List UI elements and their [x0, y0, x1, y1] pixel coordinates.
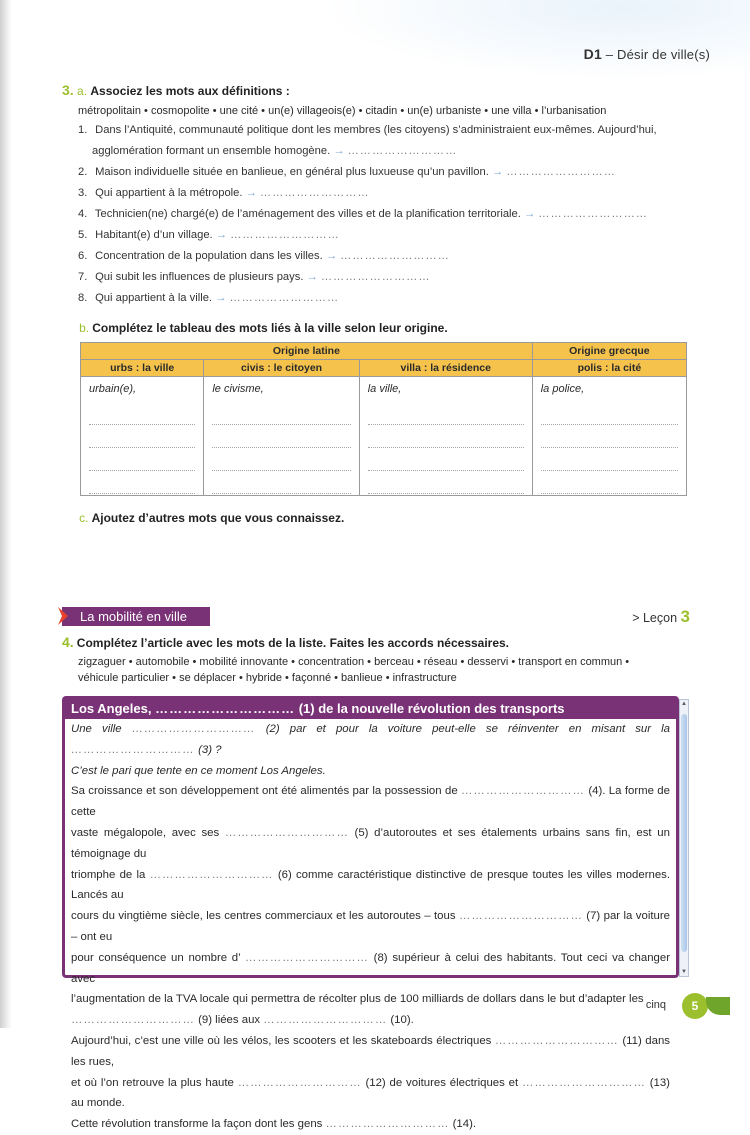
answer-blank[interactable]: ………………………… [71, 743, 195, 756]
column-polis: polis : la cité [532, 360, 686, 377]
answer-blank[interactable]: ………………………… [237, 1076, 362, 1089]
article-line: Cette révolution transforme la façon dont les gens ………………………… (14). [71, 1118, 477, 1131]
article-scrollbar[interactable] [679, 699, 689, 977]
page-number: 5 [682, 993, 708, 1019]
instruction: Complétez l’article avec les mots de la liste. Faites les accords nécessaires. [76, 636, 510, 650]
definition-item: 4. Technicien(ne) chargé(e) de l’aménagement des villes et de la planification territoriale. → ……………………… [78, 208, 648, 220]
exercise-4 [62, 632, 692, 686]
page-binding-shadow [0, 0, 12, 1028]
article-body [65, 719, 676, 1135]
article-line: Une ville ………………………… (2) par et pour la voiture peut-elle se réinventer en misant sur la ………………………… (3) ? [71, 723, 670, 756]
sub-letter: c. [79, 511, 89, 525]
answer-blank[interactable]: ……………………… [320, 271, 431, 283]
answer-blank[interactable]: ………………………… [458, 910, 583, 923]
definition-list [78, 120, 692, 309]
exercise-number: 4. [62, 634, 74, 650]
page-footer [610, 993, 730, 1019]
arrow-icon: → [306, 271, 318, 283]
page-header [584, 46, 710, 62]
exercise-number: 3. [62, 82, 74, 98]
article-line: et où l’on retrouve la plus haute ………………………… (12) de voitures électriques et ………………………… (13) au monde. [71, 1076, 670, 1110]
definition-item: 5. Habitant(e) d’un village. → ……………………… [78, 229, 340, 241]
answer-blank[interactable]: ………………………… [155, 701, 296, 716]
article-line: cours du vingtième siècle, les centres commerciaux et les autoroutes – tous ………………………… (7) par la voiture – ont eu [71, 910, 670, 943]
answer-blank[interactable]: ………………………… [149, 868, 274, 881]
table-cell-urbs[interactable] [81, 377, 204, 496]
page-word: cinq [645, 999, 666, 1011]
table-cell-polis[interactable] [532, 377, 686, 496]
arrow-icon: → [491, 166, 504, 178]
exercise-3a [62, 80, 692, 309]
example-word: la police, [540, 383, 585, 395]
answer-blank[interactable]: ……………………… [230, 229, 340, 241]
word-list: zigzaguer • automobile • mobilité innovante • concentration • berceau • réseau • desservi • transport en commun • véhicule particulier • se déplacer • hybride • façonné • banlieue • infrastructure [78, 656, 630, 684]
article-line: pour conséquence un nombre d’ ………………………… (8) supérieur à celui des habitants. Tout ceci va changer avec [71, 951, 670, 985]
answer-blank[interactable]: ………………………… [131, 723, 256, 735]
sub-letter: a. [77, 84, 88, 98]
word-list: métropolitain • cosmopolite • une cité • un(e) villageois(e) • citadin • un(e) urbaniste • une villa • l’urbanisation [78, 105, 607, 117]
answer-blank[interactable]: ……………………… [340, 250, 450, 262]
scroll-thumb[interactable] [681, 714, 687, 952]
answer-blank[interactable]: ………………………… [224, 826, 349, 839]
unit-title: – Désir de ville(s) [601, 47, 710, 62]
answer-blank[interactable]: ………………………… [494, 1034, 619, 1047]
arrow-icon: → [524, 208, 536, 220]
section-arrow-icon [56, 606, 70, 626]
header-decoration [320, 0, 750, 80]
article-line: ………………………… (9) liées aux ………………………… (10). [71, 1014, 414, 1027]
article-line: vaste mégalopole, avec ses ………………………… (5) d’autoroutes et ses étalements urbains sans fin, est un témoignage du [71, 826, 670, 860]
exercise-3b-heading [62, 318, 692, 340]
lesson-reference[interactable]: > Leçon 3 [632, 607, 690, 626]
definition-item: 8. Qui appartient à la ville. → ……………………… [78, 292, 340, 304]
scroll-up-icon[interactable]: ▲ [681, 701, 687, 707]
section-title: La mobilité en ville [62, 607, 210, 626]
answer-blank[interactable]: ………………………… [325, 1118, 450, 1131]
column-civis: civis : le citoyen [204, 360, 359, 377]
answer-blank[interactable]: ……………………… [538, 208, 648, 220]
article-line: Sa croissance et son développement ont été alimentés par la possession de ………………………… (4). La forme de cette [71, 785, 670, 819]
column-villa: villa : la résidence [359, 360, 532, 377]
article-line: triomphe de la ………………………… (6) comme caractéristique distinctive de presque toutes les villes modernes. Lancés au [71, 868, 671, 902]
definition-item: 6. Concentration de la population dans les villes. → ……………………… [78, 250, 450, 262]
arrow-icon: → [325, 250, 338, 262]
scroll-down-icon[interactable]: ▼ [681, 969, 687, 975]
header-latin-origin: Origine latine [81, 343, 533, 360]
example-word: la ville, [367, 383, 402, 395]
definition-item: 1. Dans l’Antiquité, communauté politique dont les membres (les citoyens) s’administraient eux-mêmes. Aujourd’hui, [78, 124, 657, 136]
instruction: Complétez le tableau des mots liés à la ville selon leur origine. [92, 321, 448, 335]
answer-blank[interactable]: ……………………… [347, 145, 458, 157]
definition-item: 3. Qui appartient à la métropole. → ……………………… [78, 187, 370, 199]
arrow-icon: → [333, 145, 345, 157]
arrow-icon: → [215, 229, 227, 241]
header-greek-origin: Origine grecque [532, 343, 686, 360]
answer-blank[interactable]: ……………………… [229, 292, 340, 304]
unit-code: D1 [583, 46, 602, 62]
article-line: l’augmentation de la TVA locale qui permettra de récolter plus de 100 milliards de dollars dans le but d’adapter les [71, 993, 644, 1006]
answer-blank[interactable]: ……………………… [506, 166, 616, 178]
answer-blank[interactable]: ………………………… [71, 1014, 195, 1027]
example-word: le civisme, [212, 383, 264, 395]
example-word: urbain(e), [89, 383, 137, 395]
instruction: Associez les mots aux définitions : [90, 84, 290, 98]
answer-blank[interactable]: ………………………… [521, 1076, 646, 1089]
article-line: Aujourd’hui, c’est une ville où les vélos, les scooters et les skateboards électriques ………………………… (11) dans les rues, [71, 1034, 670, 1068]
leaf-decoration-icon [706, 997, 730, 1015]
article-line: C’est le pari que tente en ce moment Los Angeles. [71, 764, 326, 777]
exercise-3c [62, 508, 692, 530]
instruction: Ajoutez d’autres mots que vous connaissez. [91, 511, 345, 525]
article-title: Los Angeles, ………………………… (1) de la nouvelle révolution des transports [65, 699, 676, 719]
origin-table [80, 342, 687, 496]
answer-blank[interactable]: ………………………… [245, 951, 369, 964]
column-urbs: urbs : la ville [81, 360, 204, 377]
answer-blank[interactable]: ………………………… [263, 1014, 388, 1027]
sub-letter: b. [79, 321, 90, 335]
definition-item: 2. Maison individuelle située en banlieue, en général plus luxueuse qu’un pavillon. → ……………………… [78, 166, 616, 178]
answer-blank[interactable]: ……………………… [259, 187, 370, 199]
definition-item: 7. Qui subit les influences de plusieurs pays. → ……………………… [78, 271, 431, 283]
definition-item-continuation: agglomération formant un ensemble homogène. → ……………………… [92, 145, 458, 157]
answer-blank[interactable]: ………………………… [461, 785, 585, 798]
table-cell-villa[interactable] [359, 377, 532, 496]
arrow-icon: → [215, 292, 227, 304]
arrow-icon: → [245, 187, 257, 199]
table-cell-civis[interactable] [204, 377, 359, 496]
